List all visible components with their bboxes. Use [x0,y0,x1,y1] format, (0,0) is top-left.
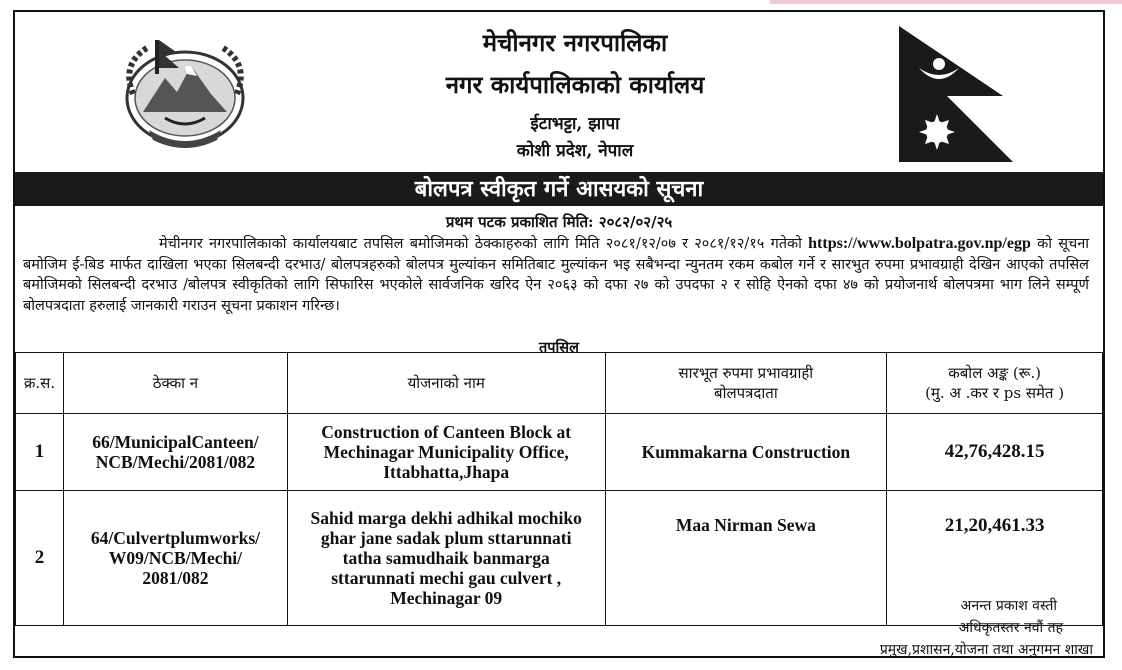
notice-body-main: को सूचना बमोजिम ई-बिड मार्फत दाखिला भएका सिलबन्दी दरभाउ/ बोलपत्रहरुको बोलपत्र मुल्यांकन समितिबाट मुल्यांकन भइ सबैभन्दा न्युनतम रकम कबोल गर्ने र सारभुत रुपमा प्रभावग्राही देखिन आएको तपसिल बमोजिमको सिलबन्दी दरभाउ /बोलपत्र स्वीकृतिको लागि सिफारिस भएकोले सार्वजनिक खरिद ऐन २०६३ को दफा २७ को उपदफा २ र सोहि ऐनको दफा ४७ को प्रयोजनार्थ बोलपत्रमा भाग लिने सम्पूर्ण बोलपत्रदाता हरुलाई जानकारी गराउन सूचना प्रकाशन गरिन्छ। [23,236,1090,314]
table-header-row [16,353,1103,414]
nepal-emblem-icon [115,34,255,152]
row-sn: 2 [16,491,64,626]
first-published-date: प्रथम पटक प्रकाशित मिति: २०८२/०२/२५ [445,213,673,231]
row-project-name: Sahid marga dekhi adhikal mochiko ghar jane sadak plum sttarunnati tatha samudhaik banmarga sttarunnati mechi gau culvert , Mechinagar 09 [287,491,605,626]
office-province: कोशी प्रदेश, नेपाल [516,141,634,161]
signatory-designation: प्रमुख,प्रशासन,योजना तथा अनुगमन शाखा [879,642,1093,658]
header-amount: कबोल अङ्क (रू.) (मु. अ .कर र ps समेत ) [887,353,1103,414]
notice-body-intro: मेचीनगर नगरपालिकाको कार्यालयबाट तपसिल बमोजिमको ठेक्काहरुको लागि मिति २०८१/१२/०७ र २०८१/१२/१५ गतेको [159,236,802,252]
notice-title-banner: बोलपत्र स्वीकृत गर्ने आसयको सूचना [15,172,1103,206]
municipality-name: मेचीनगर नगरपालिका [482,28,668,57]
row-contract-no: 66/MunicipalCanteen/ NCB/Mechi/2081/082 [63,414,287,491]
notice-header [15,12,1103,170]
nepal-flag-icon [895,24,1015,164]
header-bidder: सारभूत रुपमा प्रभावग्राही बोलपत्रदाता [605,353,887,414]
bid-table [15,352,1103,626]
notice-frame [13,10,1105,658]
office-location: ईटाभट्टा, झापा [530,114,620,134]
table-row [16,491,1103,626]
header-contract-no: ठेक्का न [63,353,287,414]
table-row [16,414,1103,491]
office-name: नगर कार्यपालिकाको कार्यालय [445,70,705,99]
egp-url-link[interactable]: https://www.bolpatra.gov.np/egp [808,235,1031,252]
row-bidder: Kummakarna Construction [605,414,887,491]
details-heading: तपसिल [539,339,579,356]
row-bidder: Maa Nirman Sewa [605,491,887,626]
header-project-name: योजनाको नाम [287,353,605,414]
row-amount: 42,76,428.15 [887,414,1103,491]
notice-body [23,234,1089,316]
top-accent-line [770,0,1122,4]
row-project-name: Construction of Canteen Block at Mechinagar Municipality Office, Ittabhatta,Jhapa [287,414,605,491]
signatory-name: अनन्त प्रकाश वस्ती [960,598,1057,614]
row-contract-no: 64/Culvertplumworks/ W09/NCB/Mechi/ 2081/082 [63,491,287,626]
header-sn: क्र.स. [16,353,64,414]
row-amount: 21,20,461.33 [887,491,1103,626]
signatory-rank: अधिकृतस्तर नवौं तह [958,620,1063,636]
row-sn: 1 [16,414,64,491]
